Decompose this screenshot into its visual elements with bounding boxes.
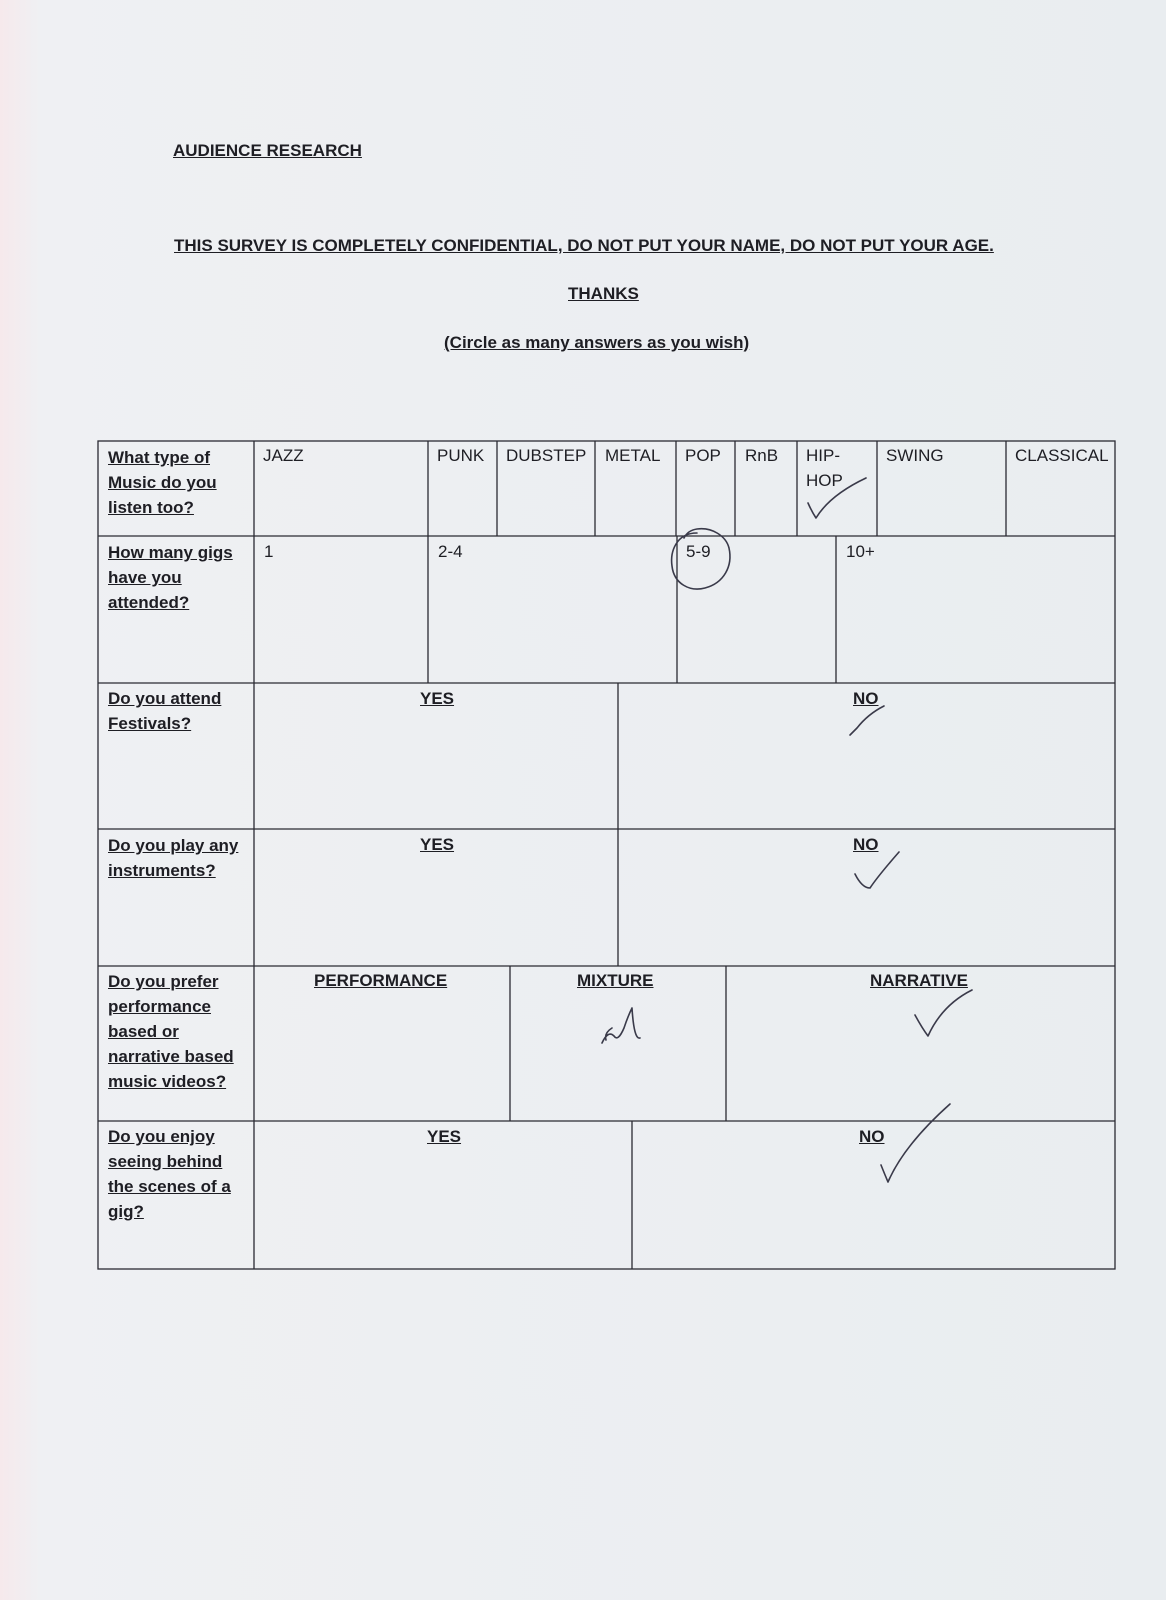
option-pop[interactable]: POP <box>685 446 721 465</box>
option-performance[interactable]: PERFORMANCE <box>314 971 448 990</box>
question-instruments: Do you play any instruments? <box>108 836 239 880</box>
option-festivals-no[interactable]: NO <box>853 689 879 708</box>
option-swing[interactable]: SWING <box>886 446 944 465</box>
question-behind-scenes: Do you enjoy seeing behind the scenes of a gig? <box>108 1127 231 1221</box>
option-narrative[interactable]: NARRATIVE <box>870 971 968 990</box>
option-jazz[interactable]: JAZZ <box>263 446 304 465</box>
option-mixture[interactable]: MIXTURE <box>577 971 654 990</box>
option-gigs-2-4[interactable]: 2-4 <box>438 542 463 561</box>
option-dubstep[interactable]: DUBSTEP <box>506 446 587 465</box>
option-festivals-yes[interactable]: YES <box>420 689 455 708</box>
option-punk[interactable]: PUNK <box>437 446 485 465</box>
option-classical[interactable]: CLASSICAL <box>1015 446 1109 465</box>
option-metal[interactable]: METAL <box>605 446 661 465</box>
page-title: AUDIENCE RESEARCH <box>173 141 362 160</box>
option-behind-scenes-no[interactable]: NO <box>859 1127 885 1146</box>
question-music-type: What type of Music do you listen too? <box>108 448 217 517</box>
option-instruments-yes[interactable]: YES <box>420 835 455 854</box>
option-hip-hop-line2[interactable]: HOP <box>806 471 843 490</box>
checkmark-instruments-no-icon <box>855 852 899 888</box>
scribble-mixture-icon <box>602 1008 640 1043</box>
question-video-style: Do you prefer performance based or narrative based music videos? <box>108 972 234 1091</box>
option-rnb[interactable]: RnB <box>745 446 779 465</box>
instruction-text: (Circle as many answers as you wish) <box>444 333 750 352</box>
checkmark-narrative-icon <box>915 990 972 1036</box>
option-behind-scenes-yes[interactable]: YES <box>427 1127 462 1146</box>
confidentiality-notice: THIS SURVEY IS COMPLETELY CONFIDENTIAL, DO NOT PUT YOUR NAME, DO NOT PUT YOUR AGE. <box>174 236 994 255</box>
option-gigs-1[interactable]: 1 <box>264 542 274 561</box>
thanks-text: THANKS <box>568 284 639 303</box>
question-gigs: How many gigs have you attended? <box>108 543 233 612</box>
question-festivals: Do you attend Festivals? <box>108 689 222 733</box>
option-hip-hop-line1[interactable]: HIP- <box>806 446 840 465</box>
checkmark-behind-scenes-no-icon <box>881 1104 950 1182</box>
option-instruments-no[interactable]: NO <box>853 835 879 854</box>
option-gigs-10-plus[interactable]: 10+ <box>846 542 875 561</box>
option-gigs-5-9[interactable]: 5-9 <box>686 542 711 561</box>
